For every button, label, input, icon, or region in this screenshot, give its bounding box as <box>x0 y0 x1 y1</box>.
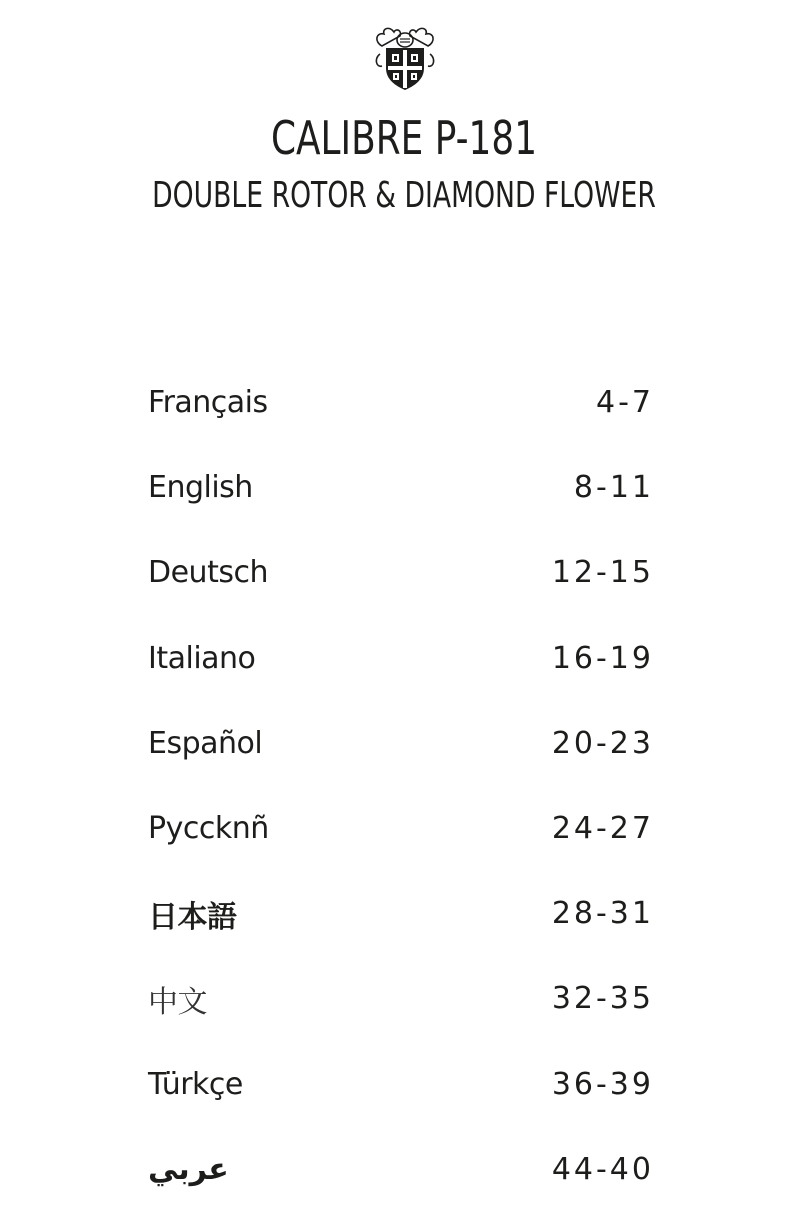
page-subtitle: DOUBLE ROTOR & DIAMOND FLOWER <box>152 175 656 216</box>
toc-language: Español <box>148 725 263 761</box>
toc-row-spanish[interactable] <box>148 701 654 786</box>
toc-pages: 8-11 <box>573 470 654 506</box>
toc-pages: 24-27 <box>551 811 654 847</box>
toc-language: عربي <box>148 1151 229 1187</box>
toc-row-turkish[interactable] <box>148 1042 654 1127</box>
toc-language: 日本語 <box>148 899 237 935</box>
toc-row-english[interactable] <box>148 445 654 530</box>
toc-language: Italiano <box>148 640 256 676</box>
toc-pages: 4-7 <box>596 385 654 421</box>
toc-pages: 16-19 <box>551 640 654 676</box>
toc-row-italian[interactable] <box>148 616 654 701</box>
heraldic-crest-icon <box>370 24 440 94</box>
toc-language: Türkçe <box>148 1066 243 1102</box>
toc-pages: 12-15 <box>551 555 654 591</box>
toc-row-french[interactable] <box>148 360 654 445</box>
toc-row-german[interactable] <box>148 530 654 615</box>
toc-row-japanese[interactable] <box>148 871 654 956</box>
toc-pages: 28-31 <box>551 896 654 932</box>
toc-language: English <box>148 470 253 506</box>
toc-row-arabic[interactable] <box>148 1127 654 1212</box>
toc-pages: 20-23 <box>551 725 654 761</box>
page-title: CALIBRE P-181 <box>270 111 538 165</box>
toc-pages: 32-35 <box>551 981 654 1017</box>
toc-row-chinese[interactable] <box>148 956 654 1041</box>
toc-pages: 36-39 <box>551 1066 654 1102</box>
toc-language: 中文 <box>148 984 207 1020</box>
toc-pages: 44-40 <box>551 1151 654 1187</box>
toc-row-russian[interactable] <box>148 786 654 871</box>
toc-language: Pyccknñ <box>148 811 269 847</box>
table-of-contents <box>148 360 654 1212</box>
toc-language: Deutsch <box>148 555 268 591</box>
toc-language: Français <box>148 385 268 421</box>
